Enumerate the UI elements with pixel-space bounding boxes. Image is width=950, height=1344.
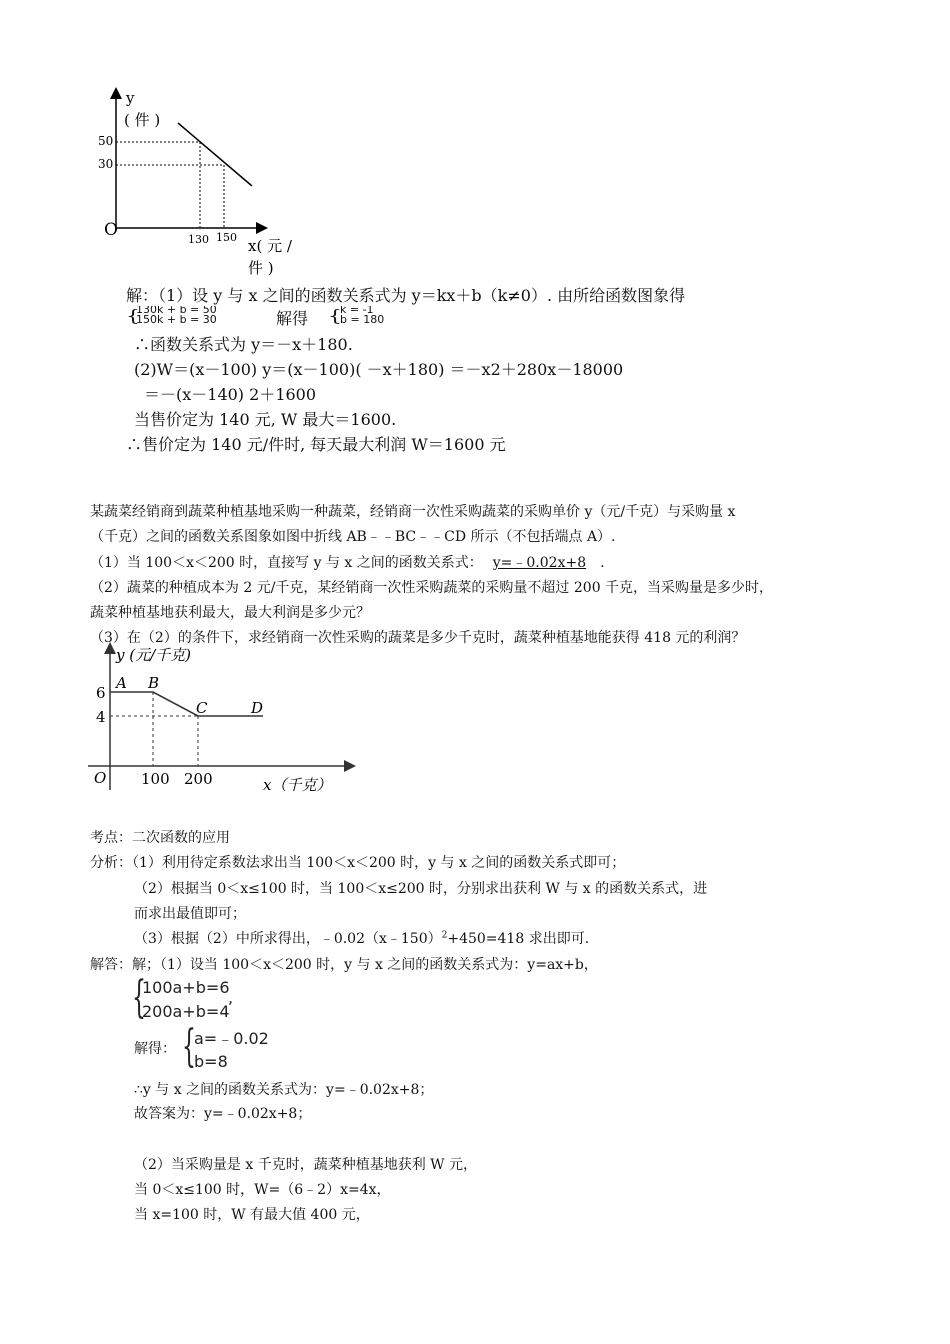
problem2-q2-line1: （2）蔬菜的种植成本为 2 元/千克，某经销商一次性采购蔬菜的采购量不超过 200 千克，当采购量是多少时， xyxy=(90,580,774,596)
q1-suffix: . xyxy=(600,555,605,571)
solution1-line3: ∴函数关系式为 y＝－x＋180. xyxy=(134,335,353,354)
equation-system xyxy=(132,972,272,1026)
unit-price-graph xyxy=(88,640,358,800)
fenxi4-sup: 2 xyxy=(441,930,448,941)
y-tick-50: 50 xyxy=(98,134,114,148)
y-tick-6: 6 xyxy=(96,684,106,702)
problem2-stem2: （千克）之间的函数关系图象如图中折线 AB﹣﹣BC﹣﹣CD 所示（不包括端点 A）. xyxy=(90,529,616,545)
point-B: B xyxy=(148,674,160,692)
problem2-stem1: 某蔬菜经销商到蔬菜种植基地采购一种蔬菜，经销商一次性采购蔬菜的采购单价 y（元/千克）与采购量 x xyxy=(90,504,736,520)
solution1-line7: ∴售价定为 140 元/件时, 每天最大利润 W＝1600 元 xyxy=(126,435,506,454)
demand-line xyxy=(178,123,252,186)
solution1-line5: ＝－(x－140) 2＋1600 xyxy=(144,385,317,404)
x-tick-100: 100 xyxy=(141,770,170,788)
x-tick-130: 130 xyxy=(188,233,209,246)
point-C: C xyxy=(196,699,208,717)
sys2-eq-b: b = 180 xyxy=(340,313,385,326)
y-tick-30: 30 xyxy=(98,157,114,171)
jieda-line1: 解答：解；（1）设当 100＜x＜200 时，y 与 x 之间的函数关系式为：y=ax+b， xyxy=(90,957,598,973)
brace: { xyxy=(182,1021,196,1072)
fenxi-line2: （2）根据当 0＜x≤100 时，当 100＜x≤200 时，分别求出获利 W 与 x 的函数关系式，进 xyxy=(134,881,708,897)
eq-a: 100a+b=6 xyxy=(142,978,230,997)
fenxi-line4 xyxy=(134,928,589,948)
problem2-q1 xyxy=(90,552,605,572)
fenxi4-a: （3）根据（2）中所求得出，﹣0.02（x﹣150） xyxy=(134,931,442,947)
brace-left: { xyxy=(126,307,140,326)
y-axis-label: y (元/千克) xyxy=(116,646,192,664)
origin-label: O xyxy=(94,769,107,787)
q1-prefix: （1）当 100＜x＜200 时，直接写 y 与 x 之间的函数关系式： xyxy=(90,555,483,571)
solve-word: 解得： xyxy=(134,1041,176,1057)
sys2-eq-a: k = -1 xyxy=(340,306,374,316)
sys1-eq-a: 130k + b = 50 xyxy=(136,306,217,316)
point-A: A xyxy=(116,674,127,692)
y-axis-label: y xyxy=(126,89,135,107)
x-tick-150: 150 xyxy=(216,231,237,244)
res-a: a=﹣0.02 xyxy=(194,1029,269,1048)
conclusion-line2: 故答案为：y=﹣0.02x+8； xyxy=(134,1106,312,1122)
x-axis-label: x( 元 / xyxy=(248,237,292,255)
part2-line2: 当 0＜x≤100 时，W=（6﹣2）x=4x， xyxy=(134,1182,391,1198)
eq-b: 200a+b=4 xyxy=(142,1002,230,1021)
brace: { xyxy=(132,972,146,1023)
kaodian: 考点：二次函数的应用 xyxy=(90,830,230,846)
origin-label: O xyxy=(104,220,118,240)
x-axis-label: x（千克） xyxy=(263,776,332,794)
price-polyline-ABCD xyxy=(110,692,263,716)
problem2-q3: （3）在（2）的条件下，求经销商一次性采购的蔬菜是多少千克时，蔬菜种植基地能获得 418 元的利润？ xyxy=(90,630,746,646)
eq-comma: , xyxy=(228,988,234,1007)
solution-system xyxy=(134,1021,294,1074)
x-tick-200: 200 xyxy=(184,770,213,788)
problem2-q2-line2: 蔬菜种植基地获利最大，最大利润是多少元？ xyxy=(90,605,370,621)
brace-right: { xyxy=(328,307,342,326)
point-D: D xyxy=(251,699,264,717)
part2-line3: 当 x=100 时，W 有最大值 400 元， xyxy=(134,1207,370,1223)
res-b: b=8 xyxy=(194,1052,228,1071)
solution1-line1: 解：（1）设 y 与 x 之间的函数关系式为 y＝kx＋b（k≠0）. 由所给函数图象得 xyxy=(126,286,686,305)
sys1-eq-b: 150k + b = 30 xyxy=(136,313,217,326)
solution1-system xyxy=(126,306,446,328)
solve-word: 解得 xyxy=(276,309,309,328)
price-quantity-graph xyxy=(90,85,320,285)
x-axis-label-unit: 件 ) xyxy=(248,259,274,277)
q1-answer: y=﹣0.02x+8 xyxy=(492,555,587,571)
solution1-line4: (2)W＝(x－100) y＝(x－100)( －x＋180) ＝－x2＋280x－18000 xyxy=(134,360,624,379)
fenxi-line3: 而求出最值即可； xyxy=(134,906,246,922)
y-axis-unit: ( 件 ) xyxy=(124,111,161,129)
fenxi4-b: +450=418 求出即可. xyxy=(447,931,590,947)
part2-line1: （2）当采购量是 x 千克时，蔬菜种植基地获利 W 元， xyxy=(134,1157,477,1173)
solution1-line6: 当售价定为 140 元, W 最大＝1600. xyxy=(134,410,397,429)
y-tick-4: 4 xyxy=(96,708,106,726)
fenxi-line1: 分析：（1）利用待定系数法求出当 100＜x＜200 时，y 与 x 之间的函数关系式即可； xyxy=(90,855,626,871)
conclusion-line1: ∴y 与 x 之间的函数关系式为：y=﹣0.02x+8； xyxy=(134,1082,434,1098)
